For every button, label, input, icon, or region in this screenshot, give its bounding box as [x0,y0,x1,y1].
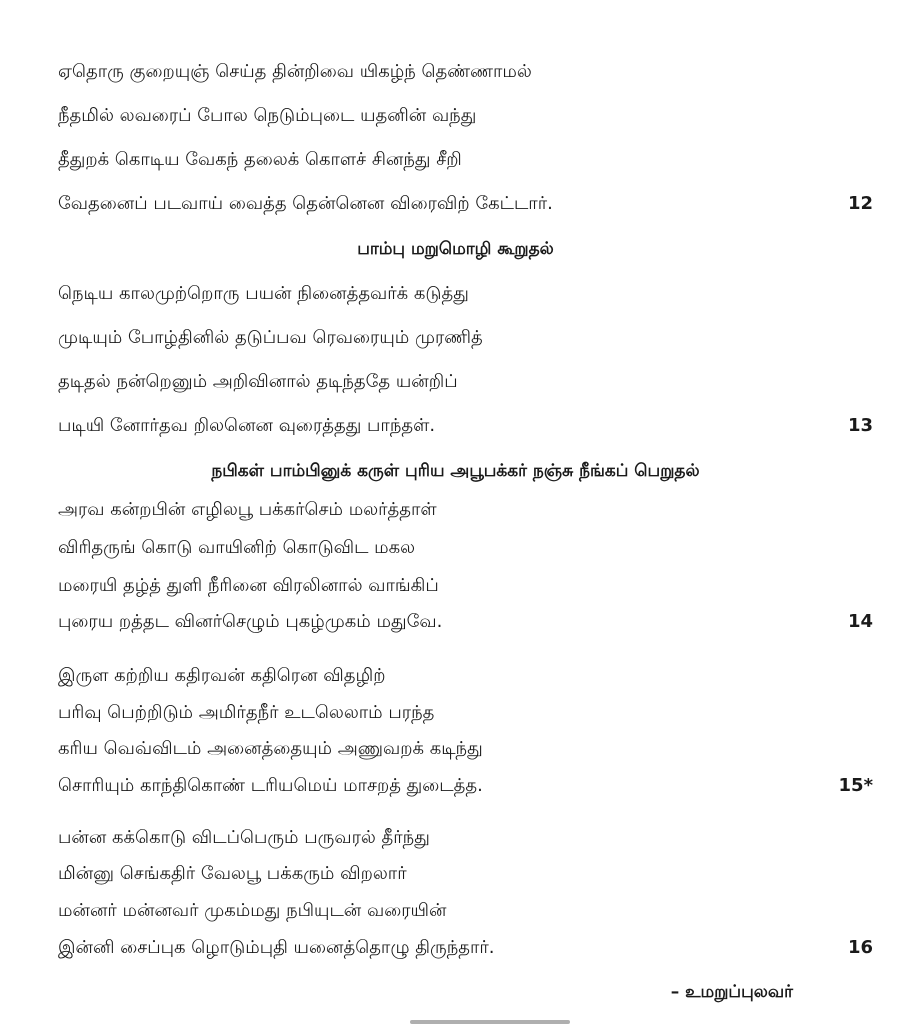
section-heading: பாம்பு மறுமொழி கூறுதல் [357,239,554,259]
verse-line: பன்ன கக்கொடு விடப்பெரும் பருவரல் தீர்ந்து [58,827,430,848]
stanza-number: 16 [847,937,873,958]
verse-line: தீதுறக் கொடிய வேகந் தலைக் கொளச் சினந்து சீறி [58,149,462,170]
verse-line: மன்னர் மன்னவர் முகம்மது நபியுடன் வரையின் [58,900,447,921]
cutoff-text-fragment [410,1014,570,1024]
stanza-number: 13 [847,415,873,436]
section-heading: நபிகள் பாம்பினுக் கருள் புரிய அபூபக்கர் நஞ்சு நீங்கப் பெறுதல் [211,461,700,481]
verse-line: சொரியும் காந்திகொண் டரியமெய் மாசறத் துடைத்த. [58,775,483,796]
verse-line: கரிய வெவ்விடம் அனைத்தையும் அணுவறக் கடிந்து [58,738,483,759]
stanza-number: 14 [847,611,873,632]
verse-line: இன்னி சைப்புக ழொடும்புதி யனைத்தொழு திருந்தார். [58,937,495,958]
verse-line: இருள கற்றிய கதிரவன் கதிரென விதழிற் [58,665,386,686]
verse-line: பரிவு பெற்றிடும் அமிர்தநீர் உடலெலாம் பரந்த [58,702,435,723]
author-attribution: – உமறுப்புலவர் [670,982,793,1002]
verse-line: மரையி தழ்த் துளி நீரினை விரலினால் வாங்கிப் [58,575,439,596]
verse-line: அரவ கன்றபின் எழிலபூ பக்கர்செம் மலர்த்தாள் [58,499,437,520]
verse-line: ஏதொரு குறையுஞ் செய்த தின்றிவை யிகழ்ந் தெண்ணாமல் [58,61,532,82]
verse-line: நெடிய காலமுற்றொரு பயன் நினைத்தவர்க் கடுத்து [58,283,469,304]
stanza-number: 12 [847,193,873,214]
verse-line: நீதமில் லவரைப் போல நெடும்புடை யதனின் வந்து [58,105,477,126]
stanza-number: 15* [838,775,873,796]
verse-line: விரிதருங் கொடு வாயினிற் கொடுவிட மகல [58,537,416,558]
verse-line: தடிதல் நன்றெனும் அறிவினால் தடிந்ததே யன்றிப் [58,371,458,392]
verse-line: மின்னு செங்கதிர் வேலபூ பக்கரும் விறலார் [58,863,407,884]
verse-line: புரைய றத்தட வினர்செழும் புகழ்முகம் மதுவே. [58,611,443,632]
verse-line: வேதனைப் படவாய் வைத்த தென்னென விரைவிற் கேட்டார். [58,193,553,214]
verse-line: படியி னோர்தவ றிலனென வுரைத்தது பாந்தள். [58,415,436,436]
verse-line: முடியும் போழ்தினில் தடுப்பவ ரெவரையும் முரணித் [58,327,483,348]
